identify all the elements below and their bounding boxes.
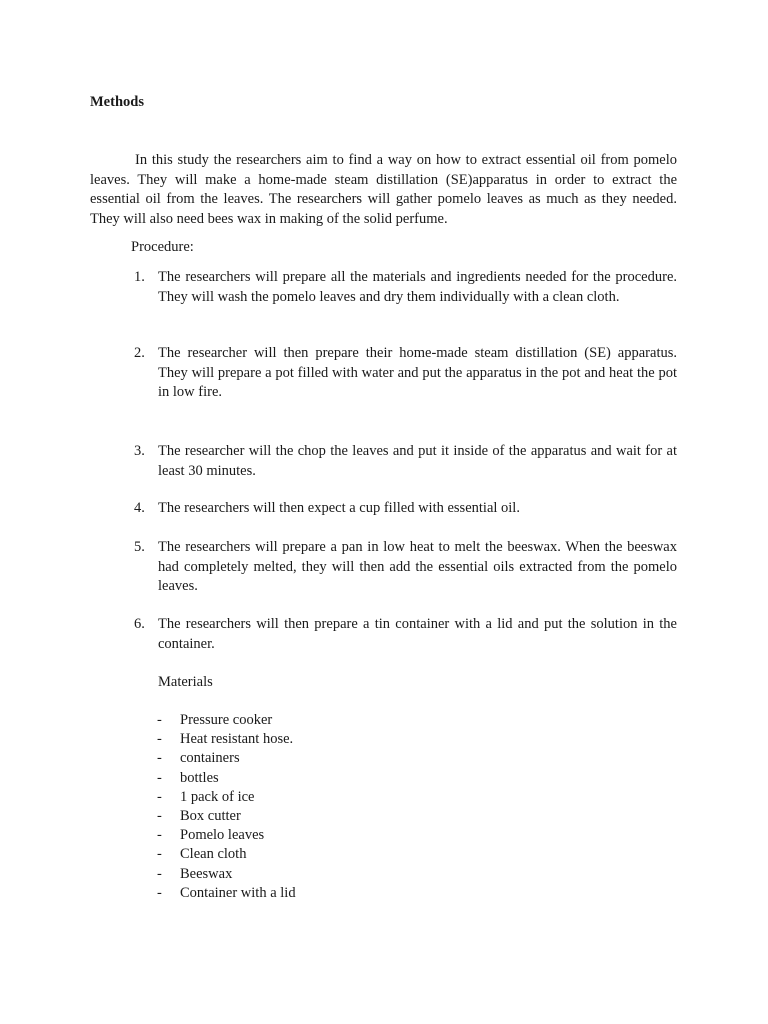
step-text: The researchers will prepare a pan in low heat to melt the beeswax. When the beeswax had completely melted, they will then add the essential oils extracted from the pomelo leaves. (158, 539, 677, 594)
list-item (157, 826, 296, 845)
material-name: Pressure cooker (180, 712, 273, 728)
bullet-dash: - (157, 712, 162, 728)
list-item (157, 769, 296, 788)
material-name: Beeswax (180, 865, 233, 882)
procedure-step (90, 538, 677, 597)
bullet-dash: - (157, 865, 162, 882)
list-item (157, 730, 296, 749)
step-number: 1. (134, 269, 145, 285)
list-item (157, 807, 296, 826)
intro-paragraph: In this study the researchers aim to find a way on how to extract essential oil from pomelo leaves. They will make a home-made steam distillation (SE)apparatus in order to extract the essential oil from the leaves. The researchers will gather pomelo leaves as much as they needed. They will also need bees wax in making of the solid perfume. (90, 152, 677, 227)
step-text: The researchers will then prepare a tin container with a lid and put the solution in the container. (158, 616, 677, 652)
procedure-step (90, 615, 677, 654)
list-item (157, 884, 296, 903)
step-text: The researchers will then expect a cup filled with essential oil. (158, 500, 520, 516)
step-text: The researchers will prepare all the materials and ingredients needed for the procedure. They will wash the pomelo leaves and dry them individually with a clean cloth. (158, 269, 677, 305)
list-item (157, 788, 296, 807)
procedure-label: Procedure: (131, 239, 194, 255)
procedure-step (90, 499, 677, 519)
step-text: The researcher will then prepare their home-made steam distillation (SE) apparatus. They will prepare a pot filled with water and put the apparatus in the pot and heat the pot in low fire. (158, 345, 677, 400)
material-name: 1 pack of ice (180, 788, 255, 805)
procedure-step (90, 344, 677, 403)
list-item (157, 845, 296, 864)
list-item (157, 711, 296, 730)
bullet-dash: - (157, 827, 162, 844)
procedure-step (90, 442, 677, 481)
step-number: 4. (134, 500, 145, 516)
material-name: bottles (180, 769, 219, 786)
material-name: Pomelo leaves (180, 827, 265, 844)
step-number: 5. (134, 539, 145, 555)
list-item (157, 749, 296, 768)
bullet-dash: - (157, 788, 162, 805)
step-number: 3. (134, 443, 145, 459)
list-item (157, 865, 296, 884)
section-heading: Methods (90, 94, 144, 110)
bullet-dash: - (157, 807, 162, 824)
material-name: containers (180, 750, 240, 767)
bullet-dash: - (157, 846, 162, 863)
procedure-step (90, 268, 677, 307)
materials-list (157, 711, 296, 903)
step-number: 2. (134, 345, 145, 361)
material-name: Box cutter (180, 807, 241, 824)
materials-label: Materials (158, 674, 213, 690)
bullet-dash: - (157, 769, 162, 786)
bullet-dash: - (157, 884, 162, 901)
bullet-dash: - (157, 750, 162, 767)
step-number: 6. (134, 616, 145, 632)
material-name: Heat resistant hose. (180, 731, 294, 748)
material-name: Clean cloth (180, 846, 247, 863)
step-text: The researcher will the chop the leaves and put it inside of the apparatus and wait for at least 30 minutes. (158, 443, 677, 479)
bullet-dash: - (157, 731, 162, 748)
material-name: Container with a lid (180, 884, 296, 901)
